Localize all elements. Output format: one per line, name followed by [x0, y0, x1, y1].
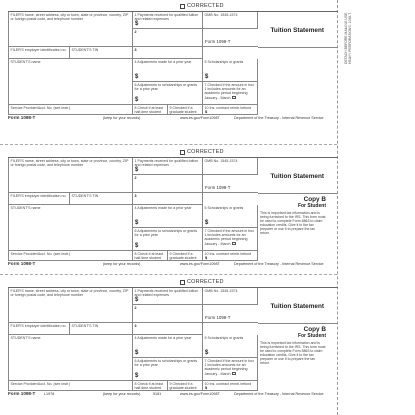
- box2-field[interactable]: [133, 29, 203, 47]
- form-grid: [8, 287, 338, 390]
- form-name-cell: [203, 305, 258, 323]
- detach-instruction: DETACH BEFORE MAILING USE HEAVY PERFORATIONS. 1098-T: [344, 12, 352, 64]
- box3-field[interactable]: [133, 323, 203, 335]
- dollar-sign: $: [135, 166, 139, 173]
- tuition-statement-title: [258, 290, 334, 323]
- footer-department: Department of the Treasury - Internal Revenue Service: [234, 116, 324, 120]
- tuition-statement-title: [258, 14, 334, 47]
- box2-field[interactable]: [133, 175, 203, 193]
- dollar-sign: $: [135, 296, 139, 303]
- service-provider-label: Service Provider/Acct. No. (see instr.): [10, 252, 71, 256]
- filer-ein-field[interactable]: [8, 323, 70, 335]
- box6-label: 6 Adjustments to scholarships or grants for a prior year: [134, 83, 198, 92]
- box7-checkbox[interactable]: [232, 96, 236, 100]
- box10-field[interactable]: [203, 381, 258, 391]
- student-tin-field[interactable]: [70, 193, 133, 205]
- box3-label: 3: [134, 194, 137, 198]
- box6-field[interactable]: [133, 82, 203, 105]
- filer-ein-field[interactable]: [8, 47, 70, 59]
- box8-label: 8 Check if at least half-time student: [134, 252, 164, 261]
- dollar-sign: $: [135, 219, 139, 226]
- box2-label: 2: [134, 306, 137, 310]
- form-name-cell: [203, 29, 258, 47]
- corrected-label: CORRECTED: [187, 149, 224, 155]
- box3-field[interactable]: [133, 193, 203, 205]
- box7-field[interactable]: [203, 82, 258, 105]
- corrected-checkbox[interactable]: [180, 150, 185, 155]
- box3-label: 3: [134, 48, 137, 52]
- service-provider-field[interactable]: [8, 251, 133, 261]
- box8-label: 8 Check if at least half-time student: [134, 382, 164, 391]
- title-divider: [258, 47, 338, 48]
- footer-code: L1978: [44, 392, 55, 396]
- box4-field[interactable]: [133, 335, 203, 358]
- copy-designation: [260, 50, 336, 114]
- copy-subtitle: For Student: [297, 203, 326, 209]
- dollar-sign: $: [205, 108, 208, 114]
- box5-label: 5 Scholarships or grants: [204, 206, 244, 210]
- footer-url: www.irs.gov/Form1098T: [180, 116, 220, 120]
- dollar-sign: $: [135, 20, 139, 27]
- corrected-checkbox-row: [180, 148, 224, 156]
- service-provider-label: Service Provider/Acct. No. (see instr.): [10, 106, 71, 110]
- box4-label: 4 Adjustments made for a prior year: [134, 60, 192, 64]
- filer-info-field[interactable]: [8, 288, 133, 323]
- box10-label: 10 Ins. contract reimb./refund: [204, 252, 252, 256]
- dollar-sign: $: [135, 242, 139, 249]
- footer-cat-number: 5181: [153, 392, 162, 396]
- box4-label: 4 Adjustments made for a prior year: [134, 206, 192, 210]
- box1-field[interactable]: [133, 158, 203, 175]
- tuition-statement-title: [258, 160, 334, 193]
- box1-label: 1 Payments received for qualified tuition and related expenses: [134, 289, 199, 298]
- box5-label: 5 Scholarships or grants: [204, 60, 244, 64]
- footer-department: Department of the Treasury - Internal Revenue Service: [234, 392, 324, 396]
- box9-field[interactable]: [168, 105, 203, 115]
- box1-label: 1 Payments received for qualified tuition and related expenses: [134, 159, 199, 168]
- horizontal-perforation: [0, 274, 337, 275]
- student-address-field[interactable]: [8, 335, 133, 381]
- box1-field[interactable]: [133, 288, 203, 305]
- box5-field[interactable]: [203, 205, 258, 228]
- box2-field[interactable]: [133, 305, 203, 323]
- box8-field[interactable]: [133, 381, 168, 391]
- filer-ein-label: FILER'S employer identification no.: [10, 48, 67, 52]
- box7-label: 7 Checked if the amount in box 1 includes amounts for an academic period beginning January - March: [204, 229, 255, 246]
- box3-label: 3: [134, 324, 137, 328]
- footer-form-name: Form 1098-T: [8, 115, 36, 120]
- box10-label: 10 Ins. contract reimb./refund: [204, 106, 252, 110]
- dollar-sign: $: [205, 219, 209, 226]
- copy-designation: [260, 196, 336, 260]
- box9-field[interactable]: [168, 251, 203, 261]
- dollar-sign: $: [205, 384, 208, 390]
- title-text: Tuition Statement: [270, 173, 324, 180]
- form-1098t: [8, 2, 338, 122]
- corrected-checkbox-row: [180, 278, 224, 286]
- box10-label: 10 Ins. contract reimb./refund: [204, 382, 252, 386]
- box7-checkbox[interactable]: [232, 372, 236, 376]
- copy-title: Copy B: [303, 326, 326, 333]
- box10-field[interactable]: [203, 251, 258, 261]
- title-text: Tuition Statement: [270, 303, 324, 310]
- box6-field[interactable]: [133, 228, 203, 251]
- box3-field[interactable]: [133, 47, 203, 59]
- filer-info-field[interactable]: [8, 158, 133, 193]
- box9-field[interactable]: [168, 381, 203, 391]
- form-name: Form 1098-T: [205, 38, 231, 44]
- filer-info-label: FILER'S name, street address, city or town, state or province, country, ZIP or foreign postal code, and telephone number: [10, 159, 129, 168]
- box6-field[interactable]: [133, 358, 203, 381]
- omb-number: [203, 12, 258, 29]
- dollar-sign: $: [135, 73, 139, 80]
- box5-label: 5 Scholarships or grants: [204, 336, 244, 340]
- dollar-sign: $: [205, 349, 209, 356]
- service-provider-field[interactable]: [8, 381, 133, 391]
- student-address-field[interactable]: [8, 205, 133, 251]
- footer-department: Department of the Treasury - Internal Revenue Service: [234, 262, 324, 266]
- box7-field[interactable]: [203, 228, 258, 251]
- filer-ein-field[interactable]: [8, 193, 70, 205]
- form-footer: [8, 115, 338, 122]
- student-tin-field[interactable]: [70, 47, 133, 59]
- footer-url: www.irs.gov/Form1098T: [180, 392, 220, 396]
- student-name-label: STUDENT'S name: [10, 206, 41, 210]
- footer-form-name: Form 1098-T: [8, 391, 36, 396]
- omb-number: [203, 158, 258, 175]
- form-1098t: [8, 148, 338, 268]
- form-1098t: [8, 278, 338, 398]
- omb-label: OMB No. 1545-1574: [204, 289, 238, 293]
- box2-label: 2: [134, 30, 137, 34]
- student-tin-label: STUDENT'S TIN: [71, 194, 99, 198]
- box5-field[interactable]: [203, 335, 258, 358]
- omb-label: OMB No. 1545-1574: [204, 159, 238, 163]
- box9-label: 9 Checked if a graduate student: [169, 252, 197, 261]
- service-provider-label: Service Provider/Acct. No. (see instr.): [10, 382, 71, 386]
- student-name-label: STUDENT'S name: [10, 336, 41, 340]
- form-grid: [8, 157, 338, 260]
- dollar-sign: $: [205, 73, 209, 80]
- box7-label: 7 Checked if the amount in box 1 includes amounts for an academic period beginning January - March: [204, 83, 255, 100]
- student-tin-field[interactable]: [70, 323, 133, 335]
- footer-keep-records: (keep for your records): [103, 116, 141, 120]
- copy-designation: [260, 326, 336, 390]
- dollar-sign: $: [135, 372, 139, 379]
- student-tin-label: STUDENT'S TIN: [71, 324, 99, 328]
- dollar-sign: $: [135, 96, 139, 103]
- student-tin-label: STUDENT'S TIN: [71, 48, 99, 52]
- box5-field[interactable]: [203, 59, 258, 82]
- form-footer: [8, 391, 338, 398]
- box8-label: 8 Check if at least half-time student: [134, 106, 164, 115]
- title-text: Tuition Statement: [270, 27, 324, 34]
- copy-instructions: This is important tax information and is being furnished to the IRS. This form must be used to complete Form 8863 to claim education credits. Give it to the tax preparer or use it to prepare the tax return.: [260, 341, 326, 366]
- filer-ein-label: FILER'S employer identification no.: [10, 324, 67, 328]
- omb-number: [203, 288, 258, 305]
- box6-label: 6 Adjustments to scholarships or grants for a prior year: [134, 229, 198, 238]
- form-footer: [8, 261, 338, 268]
- box7-label: 7 Checked if the amount in box 1 includes amounts for an academic period beginning January - March: [204, 359, 255, 376]
- corrected-checkbox[interactable]: [180, 280, 185, 285]
- copy-subtitle: For Student: [297, 333, 326, 339]
- filer-info-field[interactable]: [8, 12, 133, 47]
- student-name-label: STUDENT'S name: [10, 60, 41, 64]
- corrected-label: CORRECTED: [187, 3, 224, 9]
- box6-label: 6 Adjustments to scholarships or grants for a prior year: [134, 359, 198, 368]
- box2-label: 2: [134, 176, 137, 180]
- horizontal-perforation: [0, 144, 337, 145]
- box8-field[interactable]: [133, 251, 168, 261]
- form-grid: [8, 11, 338, 114]
- footer-form-name: Form 1098-T: [8, 261, 36, 266]
- box9-label: 9 Checked if a graduate student: [169, 382, 197, 391]
- box1-label: 1 Payments received for qualified tuition and related expenses: [134, 13, 199, 22]
- dollar-sign: $: [205, 254, 208, 260]
- box10-field[interactable]: [203, 105, 258, 115]
- copy-instructions: This is important tax information and is being furnished to the IRS. This form must be used to complete Form 8863 to claim education credits. Give it to the tax preparer or use it to prepare the tax return.: [260, 211, 326, 236]
- corrected-label: CORRECTED: [187, 279, 224, 285]
- copy-title: Copy B: [303, 196, 326, 203]
- filer-ein-label: FILER'S employer identification no.: [10, 194, 67, 198]
- form-name-cell: [203, 175, 258, 193]
- box4-field[interactable]: [133, 59, 203, 82]
- box7-checkbox[interactable]: [232, 242, 236, 246]
- filer-info-label: FILER'S name, street address, city or town, state or province, country, ZIP or foreign postal code, and telephone number: [10, 289, 129, 298]
- corrected-checkbox[interactable]: [180, 4, 185, 9]
- dollar-sign: $: [135, 349, 139, 356]
- box7-field[interactable]: [203, 358, 258, 381]
- omb-label: OMB No. 1545-1574: [204, 13, 238, 17]
- box1-field[interactable]: [133, 12, 203, 29]
- box4-field[interactable]: [133, 205, 203, 228]
- footer-url: www.irs.gov/Form1098T: [180, 262, 220, 266]
- title-divider: [258, 193, 338, 194]
- footer-keep-records: (keep for your records): [103, 392, 141, 396]
- box4-label: 4 Adjustments made for a prior year: [134, 336, 192, 340]
- corrected-checkbox-row: [180, 2, 224, 10]
- title-divider: [258, 323, 338, 324]
- footer-keep-records: (keep for your records): [103, 262, 141, 266]
- student-address-field[interactable]: [8, 59, 133, 105]
- box8-field[interactable]: [133, 105, 168, 115]
- service-provider-field[interactable]: [8, 105, 133, 115]
- form-name: Form 1098-T: [205, 314, 231, 320]
- filer-info-label: FILER'S name, street address, city or town, state or province, country, ZIP or foreign postal code, and telephone number: [10, 13, 129, 22]
- form-name: Form 1098-T: [205, 184, 231, 190]
- box9-label: 9 Checked if a graduate student: [169, 106, 197, 115]
